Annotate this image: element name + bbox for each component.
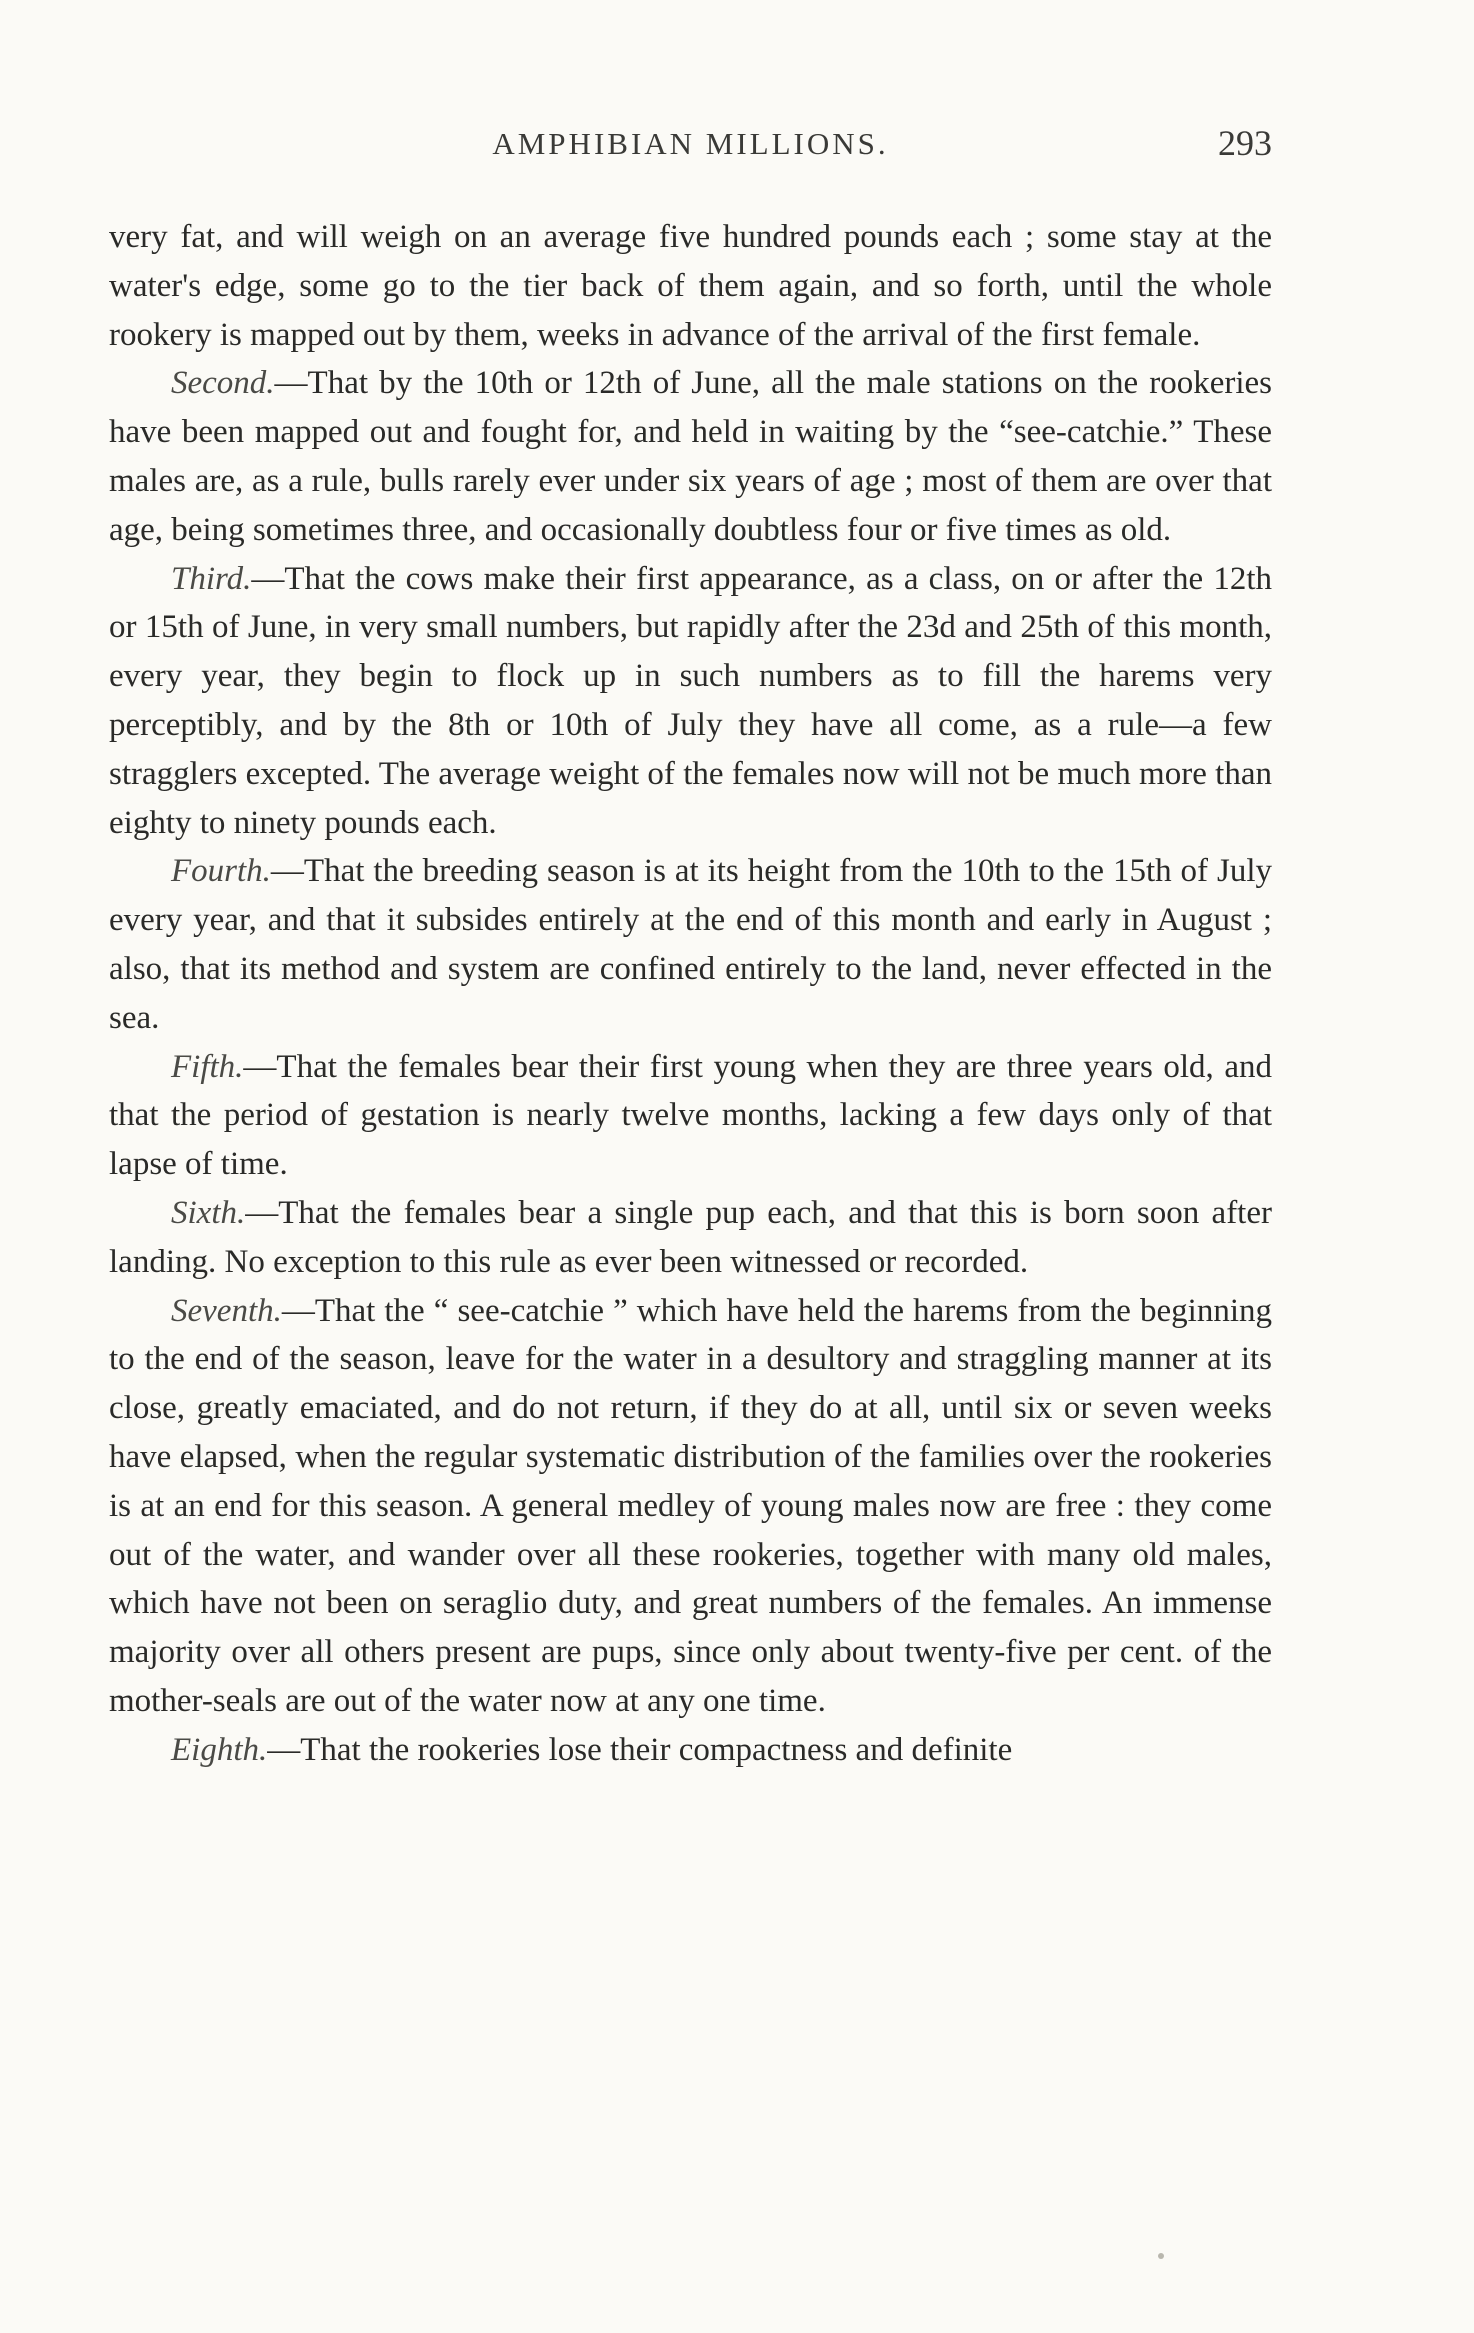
paragraph-fourth bbox=[109, 847, 1272, 1042]
paragraph-third bbox=[109, 555, 1272, 848]
paragraph-lead: Sixth. bbox=[171, 1194, 246, 1231]
paragraph-text: —That the rookeries lose their compactness and definite bbox=[267, 1731, 1013, 1768]
paragraph-lead: Seventh. bbox=[171, 1292, 282, 1329]
paragraph-text: very fat, and will weigh on an average five hundred pounds each ; some stay at the water's edge, some go to the tier back of them again, and so forth, until the whole rookery is mapped out by them, weeks in advance of the arrival of the first female. bbox=[109, 219, 1272, 353]
paragraph-second bbox=[109, 359, 1272, 554]
page-number: 293 bbox=[1218, 123, 1272, 163]
paragraph-lead: Third. bbox=[171, 560, 252, 597]
paragraph-lead: Eighth. bbox=[171, 1731, 268, 1768]
paragraph-text: —That the females bear their first young when they are three years old, and that the period of gestation is nearly twelve months, lacking a few days only of that lapse of time. bbox=[109, 1048, 1272, 1183]
running-title: AMPHIBIAN MILLIONS. bbox=[492, 126, 889, 161]
paragraph-text: —That the “ see-catchie ” which have held the harems from the beginning to the end of the season, leave for the water in a desultory and straggling manner at its close, greatly emaciated, and do not return, if they do at all, until six or seven weeks have elapsed, when the regular systematic distribution of the families over the rookeries is at an end for this season. A general medley of young males now are free : they come out of the water, and wander over all these rookeries, together with many old males, which have not been on seraglio duty, and great numbers of the females. An immense majority over all others present are pups, since only about twenty-five per cent. of the mother-seals are out of the water now at any one time. bbox=[109, 1292, 1272, 1719]
paragraph-text: —That the breeding season is at its height from the 10th to the 15th of July every year, and that it subsides entirely at the end of this month and early in August ; also, that its method and system are confined entirely to the land, never effected in the sea. bbox=[109, 853, 1272, 1036]
paragraph-eighth bbox=[109, 1726, 1272, 1775]
paragraph-lead: Second. bbox=[171, 365, 275, 402]
paragraph-lead: Fifth. bbox=[171, 1048, 244, 1085]
print-speck bbox=[1158, 2253, 1164, 2259]
paragraph-continuation bbox=[109, 213, 1272, 359]
paragraph-lead: Fourth. bbox=[171, 853, 271, 890]
paragraph-text: —That by the 10th or 12th of June, all the male stations on the rookeries have been mapped out and fought for, and held in waiting by the “see-catchie.” These males are, as a rule, bulls rarely ever under six years of age ; most of them are over that age, being sometimes three, and occasionally doubtless four or five times as old. bbox=[109, 365, 1272, 548]
paragraph-text: —That the females bear a single pup each, and that this is born soon after landing. No exception to this rule as ever been witnessed or recorded. bbox=[109, 1194, 1272, 1280]
paragraph-sixth bbox=[109, 1189, 1272, 1287]
paragraph-fifth bbox=[109, 1043, 1272, 1189]
paragraph-text: —That the cows make their first appearance, as a class, on or after the 12th or 15th of June, in very small numbers, but rapidly after the 23d and 25th of this month, every year, they begin to flock up in such numbers as to fill the harems very perceptibly, and by the 8th or 10th of July they have all come, as a rule—a few stragglers excepted. The average weight of the females now will not be much more than eighty to ninety pounds each. bbox=[109, 560, 1272, 841]
paragraph-seventh bbox=[109, 1287, 1272, 1726]
page-header bbox=[109, 123, 1272, 176]
page-body bbox=[109, 213, 1272, 1775]
